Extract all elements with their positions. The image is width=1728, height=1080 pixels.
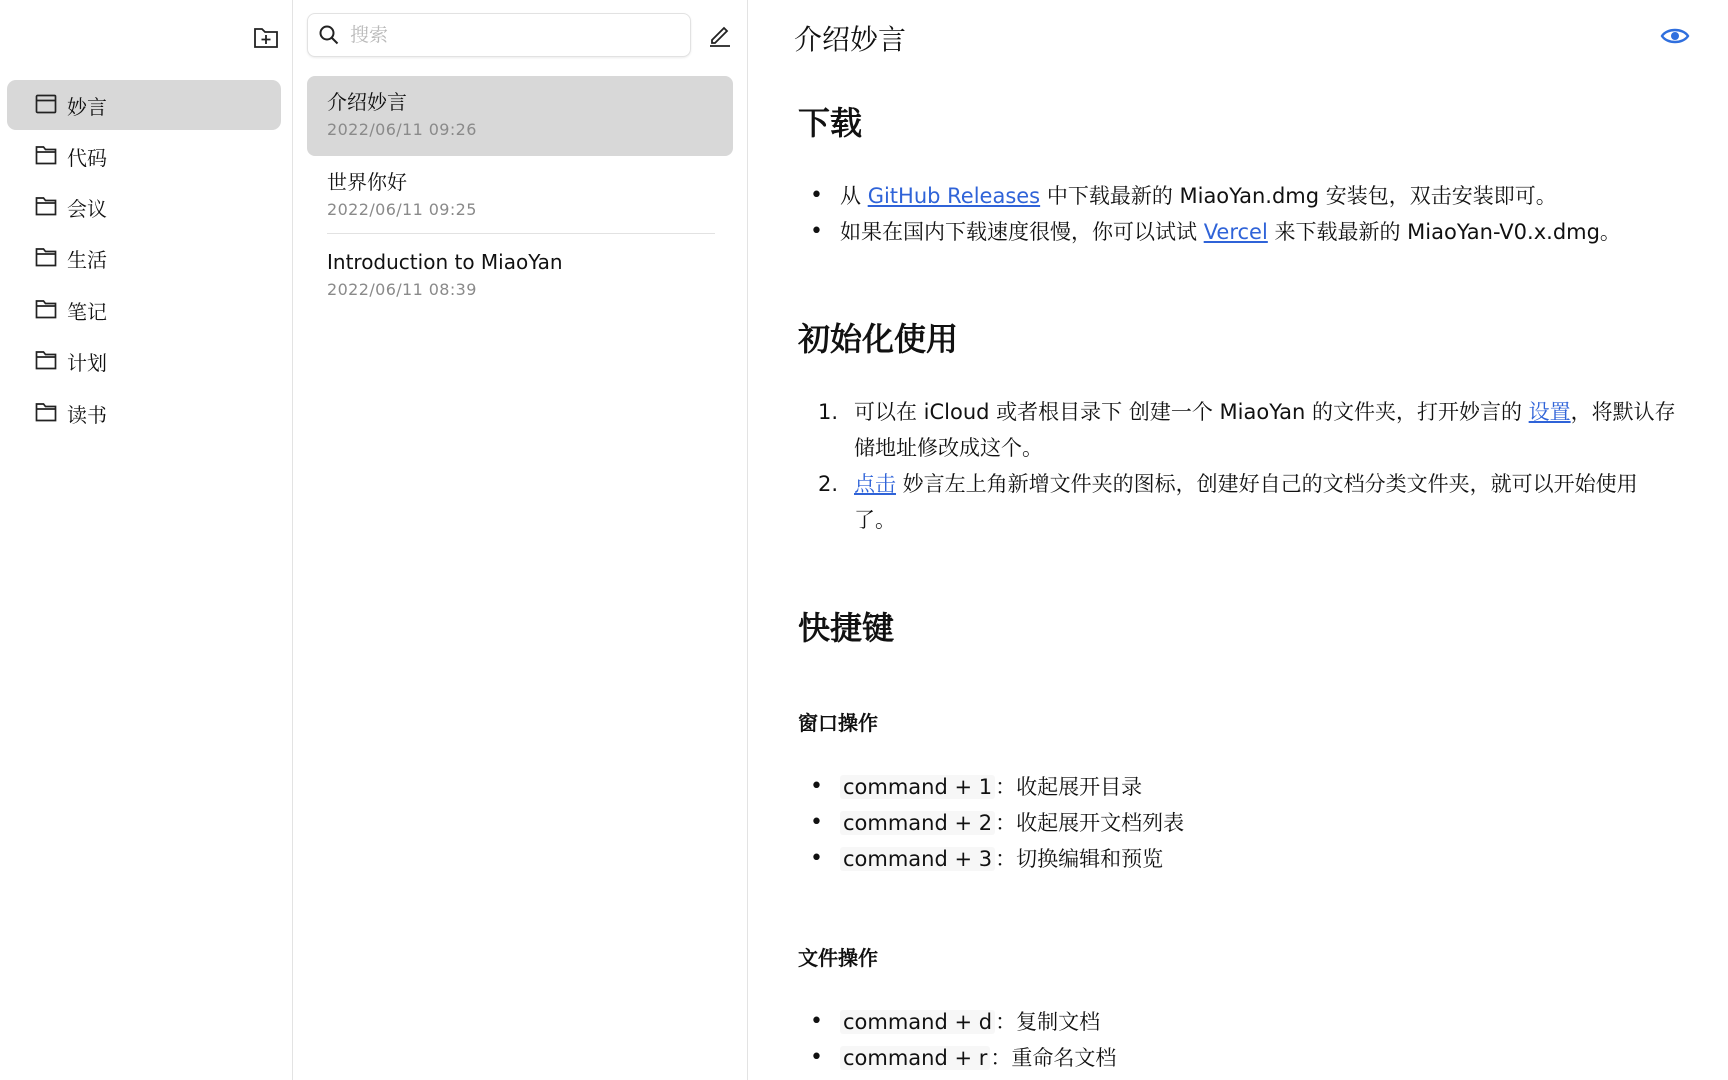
new-folder-icon[interactable] — [252, 24, 280, 50]
folder-item-miaoyan[interactable] — [7, 80, 281, 130]
search-input[interactable] — [348, 23, 672, 47]
folder-item-meeting[interactable] — [7, 182, 281, 232]
folder-icon — [35, 350, 59, 372]
folder-icon — [35, 299, 59, 321]
folder-label: 代码 — [67, 145, 107, 170]
list-item: • command + 2 ：收起展开文档列表 — [816, 805, 1184, 841]
note-title: 介绍妙言 — [327, 90, 407, 114]
folder-label: 妙言 — [67, 94, 107, 119]
document-title: 介绍妙言 — [794, 23, 907, 56]
list-item: • command + d ：复制文档 — [816, 1004, 1100, 1040]
folder-item-life[interactable] — [7, 233, 281, 283]
note-item[interactable] — [307, 76, 733, 156]
note-title: Introduction to MiaoYan — [327, 250, 563, 274]
subheading-window: 窗口操作 — [798, 711, 878, 735]
list-item: • command + 1 ：收起展开目录 — [816, 769, 1142, 805]
folder-label: 会议 — [67, 196, 107, 221]
folder-sidebar — [0, 0, 293, 1080]
click-link[interactable]: 点击 — [854, 472, 896, 496]
list-item: • 从 GitHub Releases 中下载最新的 MiaoYan.dmg 安装包，双击安装即可。 — [816, 178, 1557, 214]
folder-icon — [35, 145, 59, 167]
note-title: 世界你好 — [327, 170, 407, 194]
folder-item-notes[interactable] — [7, 285, 281, 335]
section-heading-download: 下载 — [798, 104, 863, 142]
folder-label: 笔记 — [67, 299, 107, 324]
note-preview — [748, 0, 1728, 1080]
list-item: • 如果在国内下载速度很慢，你可以试试 Vercel 来下载最新的 MiaoYan-V0.x.dmg。 — [816, 214, 1621, 250]
section-heading-init: 初始化使用 — [798, 320, 959, 358]
note-date: 2022/06/11 08:39 — [327, 280, 477, 299]
list-item: • command + 3 ：切换编辑和预览 — [816, 841, 1163, 877]
vercel-link[interactable]: Vercel — [1203, 220, 1268, 244]
folder-icon — [35, 402, 59, 424]
note-date: 2022/06/11 09:26 — [327, 120, 477, 139]
ordered-list-item: 1. 可以在 iCloud 或者根目录下 创建一个 MiaoYan 的文件夹，打开妙言的 设置，将默认存储地址修改成这个。 — [818, 400, 1676, 460]
search-icon — [318, 24, 340, 46]
ordered-list-item: 2. 点击 妙言左上角新增文件夹的图标，创建好自己的文档分类文件夹，就可以开始使用了。 — [818, 472, 1638, 532]
folder-label: 读书 — [67, 402, 107, 427]
eye-icon[interactable] — [1660, 24, 1690, 48]
note-item[interactable] — [307, 236, 733, 316]
folder-icon — [35, 196, 59, 218]
folder-icon — [35, 247, 59, 269]
subheading-file: 文件操作 — [798, 946, 878, 970]
github-releases-link[interactable]: GitHub Releases — [867, 184, 1041, 208]
note-divider — [327, 233, 715, 234]
folder-item-reading[interactable] — [7, 388, 281, 438]
search-box[interactable] — [307, 13, 691, 57]
folder-item-plan[interactable] — [7, 336, 281, 386]
compose-icon[interactable] — [707, 22, 735, 50]
section-heading-shortcuts: 快捷键 — [798, 609, 895, 647]
note-item[interactable] — [307, 156, 733, 236]
folder-label: 生活 — [67, 247, 107, 272]
folder-icon — [35, 94, 59, 116]
folder-label: 计划 — [67, 350, 107, 375]
note-list-panel — [293, 0, 748, 1080]
note-date: 2022/06/11 09:25 — [327, 200, 477, 219]
folder-item-code[interactable] — [7, 131, 281, 181]
settings-link[interactable]: 设置 — [1528, 400, 1571, 424]
list-item: • command + r ：重命名文档 — [816, 1040, 1116, 1076]
